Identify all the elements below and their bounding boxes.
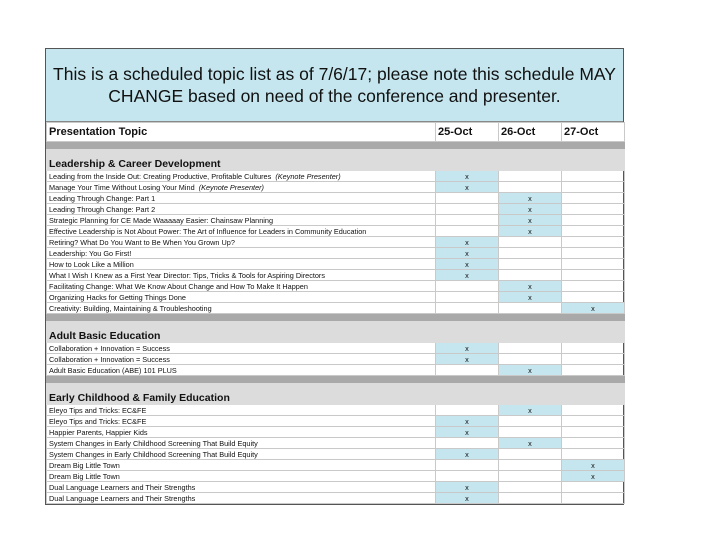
date-cell: x	[436, 259, 499, 270]
date-cell: x	[499, 204, 562, 215]
topic-text: How to Look Like a Million	[49, 259, 134, 269]
date-cell	[562, 354, 625, 365]
date-cell: x	[436, 182, 499, 193]
topic-cell	[47, 493, 436, 504]
date-cell: x	[499, 226, 562, 237]
date-cell	[562, 281, 625, 292]
date-cell	[562, 416, 625, 427]
date-cell	[562, 248, 625, 259]
topic-cell	[47, 204, 436, 215]
topic-text: Collaboration + Innovation = Success	[49, 354, 170, 364]
date-cell	[436, 405, 499, 416]
table-row	[47, 354, 625, 365]
divider-cell	[47, 142, 625, 149]
date-cell	[562, 365, 625, 376]
topic-cell	[47, 365, 436, 376]
topic-cell	[47, 182, 436, 193]
topic-text: Dual Language Learners and Their Strengths	[49, 482, 196, 492]
topic-cell	[47, 471, 436, 482]
topic-cell	[47, 215, 436, 226]
date-cell	[436, 281, 499, 292]
date-cell	[499, 471, 562, 482]
section-header	[47, 149, 625, 171]
date-cell	[499, 182, 562, 193]
header-topic: Presentation Topic	[47, 123, 436, 142]
topic-cell	[47, 292, 436, 303]
date-cell	[562, 182, 625, 193]
date-cell	[499, 449, 562, 460]
date-cell: x	[436, 416, 499, 427]
date-cell	[562, 171, 625, 182]
date-cell	[436, 204, 499, 215]
date-cell	[499, 248, 562, 259]
date-cell	[562, 215, 625, 226]
date-cell	[499, 303, 562, 314]
table-row	[47, 460, 625, 471]
date-cell	[436, 365, 499, 376]
date-cell	[562, 427, 625, 438]
topic-cell	[47, 438, 436, 449]
schedule-sheet	[45, 48, 624, 505]
date-cell	[436, 215, 499, 226]
date-cell: x	[499, 292, 562, 303]
date-cell: x	[562, 303, 625, 314]
date-cell	[562, 405, 625, 416]
date-cell: x	[562, 471, 625, 482]
date-cell	[499, 171, 562, 182]
date-cell	[562, 237, 625, 248]
topic-cell	[47, 193, 436, 204]
header-date-25-oct: 25-Oct	[436, 123, 499, 142]
table-row	[47, 237, 625, 248]
section-header	[47, 383, 625, 405]
date-cell: x	[499, 193, 562, 204]
date-cell	[562, 493, 625, 504]
date-cell: x	[499, 405, 562, 416]
date-cell	[562, 270, 625, 281]
date-cell	[436, 292, 499, 303]
header-date-27-oct: 27-Oct	[562, 123, 625, 142]
topic-text: Organizing Hacks for Getting Things Done	[49, 292, 186, 302]
date-cell	[562, 259, 625, 270]
table-row	[47, 449, 625, 460]
topic-note: (Keynote Presenter)	[275, 171, 341, 181]
topic-text: Eleyo Tips and Tricks: EC&FE	[49, 405, 147, 415]
topic-cell	[47, 416, 436, 427]
date-cell	[436, 226, 499, 237]
topic-text: Creativity: Building, Maintaining & Troubleshooting	[49, 303, 212, 313]
topic-cell	[47, 354, 436, 365]
date-cell	[499, 237, 562, 248]
date-cell: x	[436, 343, 499, 354]
divider-cell	[47, 376, 625, 383]
table-row	[47, 471, 625, 482]
date-cell	[436, 303, 499, 314]
table-row	[47, 343, 625, 354]
date-cell: x	[436, 427, 499, 438]
date-cell	[499, 416, 562, 427]
date-cell	[436, 460, 499, 471]
topic-text: Dream Big Little Town	[49, 460, 120, 470]
topic-text: System Changes in Early Childhood Screening That Build Equity	[49, 438, 258, 448]
date-cell	[499, 427, 562, 438]
date-cell: x	[436, 237, 499, 248]
topic-cell	[47, 226, 436, 237]
date-cell: x	[436, 449, 499, 460]
date-cell: x	[499, 365, 562, 376]
date-cell: x	[499, 281, 562, 292]
topic-note: (Keynote Presenter)	[198, 182, 264, 192]
topic-cell	[47, 482, 436, 493]
table-row	[47, 248, 625, 259]
section-divider	[47, 314, 625, 321]
table-row	[47, 226, 625, 237]
date-cell	[499, 493, 562, 504]
table-row	[47, 171, 625, 182]
schedule-title: This is a scheduled topic list as of 7/6/17; please note this schedule MAY CHANGE based on need of the conference and presenter.	[46, 49, 623, 122]
divider-cell	[47, 314, 625, 321]
table-row	[47, 182, 625, 193]
topic-cell	[47, 248, 436, 259]
date-cell	[499, 482, 562, 493]
topic-text: Strategic Planning for CE Made Waaaaay Easier: Chainsaw Planning	[49, 215, 274, 225]
topic-cell	[47, 303, 436, 314]
date-cell	[562, 438, 625, 449]
topic-text: Adult Basic Education (ABE) 101 PLUS	[49, 365, 177, 375]
topic-cell	[47, 237, 436, 248]
topic-text: Effective Leadership is Not About Power: The Art of Influence for Leaders in Community Education	[49, 226, 367, 236]
date-cell	[499, 460, 562, 471]
topic-cell	[47, 281, 436, 292]
section-divider	[47, 376, 625, 383]
date-cell	[562, 343, 625, 354]
topic-cell	[47, 270, 436, 281]
topic-text: Happier Parents, Happier Kids	[49, 427, 148, 437]
topic-text: Leading Through Change: Part 1	[49, 193, 156, 203]
date-cell	[436, 193, 499, 204]
date-cell: x	[562, 460, 625, 471]
header-row	[47, 123, 625, 142]
topic-cell	[47, 343, 436, 354]
date-cell	[562, 292, 625, 303]
header-date-26-oct: 26-Oct	[499, 123, 562, 142]
table-row	[47, 493, 625, 504]
date-cell: x	[499, 215, 562, 226]
topic-text: Leadership: You Go First!	[49, 248, 132, 258]
date-cell: x	[436, 248, 499, 259]
table-row	[47, 281, 625, 292]
topic-text: What I Wish I Knew as a First Year Director: Tips, Tricks & Tools for Aspiring Directors	[49, 270, 326, 280]
topic-text: Collaboration + Innovation = Success	[49, 343, 170, 353]
topic-cell	[47, 460, 436, 471]
table-row	[47, 193, 625, 204]
date-cell	[562, 226, 625, 237]
table-row	[47, 427, 625, 438]
topic-cell	[47, 449, 436, 460]
date-cell	[562, 193, 625, 204]
section-divider	[47, 142, 625, 149]
table-row	[47, 405, 625, 416]
table-row	[47, 303, 625, 314]
topic-text: Dual Language Learners and Their Strengths	[49, 493, 196, 503]
date-cell	[436, 471, 499, 482]
table-row	[47, 416, 625, 427]
topic-text: Facilitating Change: What We Know About Change and How To Make It Happen	[49, 281, 308, 291]
table-row	[47, 259, 625, 270]
table-row	[47, 438, 625, 449]
topic-cell	[47, 405, 436, 416]
section-header	[47, 321, 625, 343]
topic-cell	[47, 427, 436, 438]
schedule-table	[46, 122, 625, 504]
date-cell	[562, 204, 625, 215]
topic-cell	[47, 171, 436, 182]
date-cell	[499, 270, 562, 281]
topic-text: Leading from the Inside Out: Creating Productive, Profitable Cultures	[49, 171, 272, 181]
table-row	[47, 204, 625, 215]
date-cell	[436, 438, 499, 449]
date-cell	[499, 354, 562, 365]
date-cell: x	[436, 482, 499, 493]
topic-text: Manage Your Time Without Losing Your Mind	[49, 182, 195, 192]
table-row	[47, 270, 625, 281]
section-title: Adult Basic Education	[47, 321, 625, 343]
section-title: Leadership & Career Development	[47, 149, 625, 171]
topic-cell	[47, 259, 436, 270]
table-row	[47, 292, 625, 303]
topic-text: Retiring? What Do You Want to Be When You Grown Up?	[49, 237, 235, 247]
date-cell: x	[436, 354, 499, 365]
table-row	[47, 482, 625, 493]
section-title: Early Childhood & Family Education	[47, 383, 625, 405]
date-cell: x	[499, 438, 562, 449]
date-cell	[499, 343, 562, 354]
table-row	[47, 215, 625, 226]
date-cell: x	[436, 171, 499, 182]
date-cell	[562, 449, 625, 460]
topic-text: System Changes in Early Childhood Screening That Build Equity	[49, 449, 258, 459]
date-cell	[562, 482, 625, 493]
date-cell: x	[436, 270, 499, 281]
date-cell	[499, 259, 562, 270]
topic-text: Eleyo Tips and Tricks: EC&FE	[49, 416, 147, 426]
table-row	[47, 365, 625, 376]
date-cell: x	[436, 493, 499, 504]
topic-text: Dream Big Little Town	[49, 471, 120, 481]
topic-text: Leading Through Change: Part 2	[49, 204, 156, 214]
